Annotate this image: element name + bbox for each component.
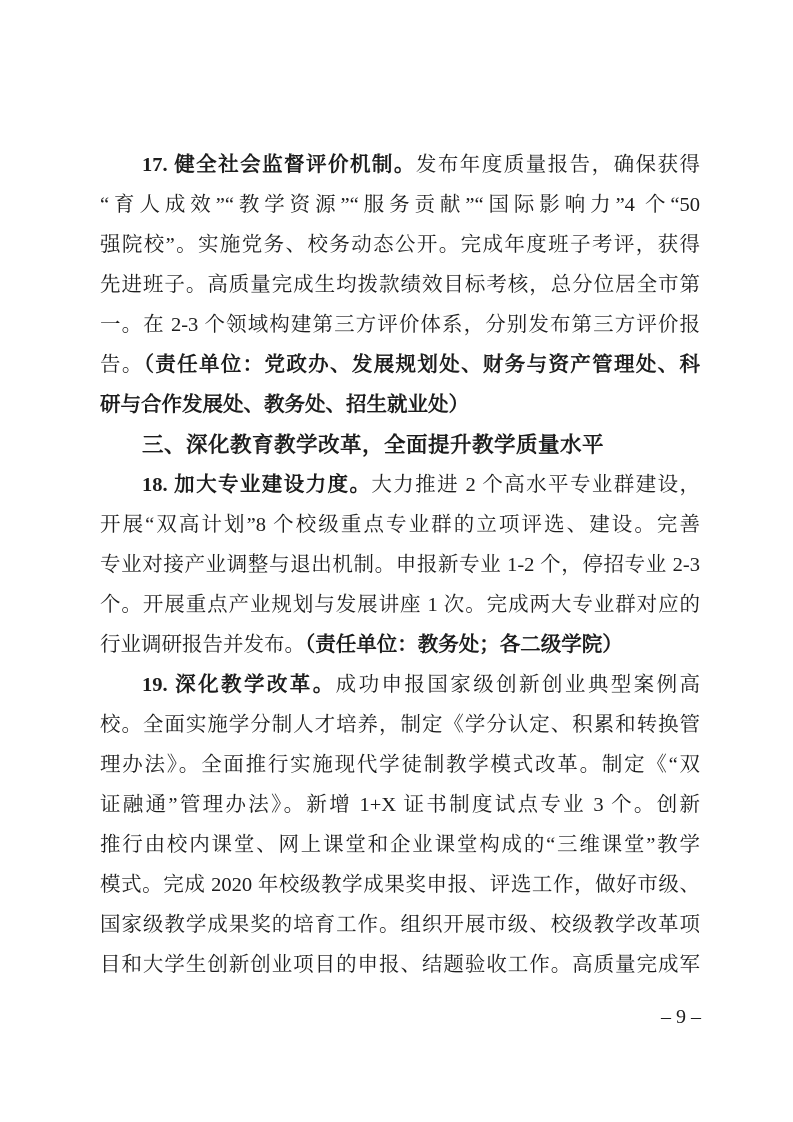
responsibility-unit-17-line-2 xyxy=(100,385,700,425)
text-line xyxy=(100,585,700,625)
text-segment: 发布年度质量报告，确保获得 xyxy=(415,154,700,176)
responsibility-unit-17-cont: 研与合作发展处、教务处、招生就业处） xyxy=(100,394,469,416)
text-segment: 专业对接产业调整与退出机制。申报新专业 1-2 个，停招专业 2-3 xyxy=(100,554,700,576)
text-segment: 国家级教学成果奖的培育工作。组织开展市级、校级教学改革项 xyxy=(100,914,700,936)
text-segment: 大力推进 2 个高水平专业群建设， xyxy=(371,474,701,496)
section-heading-text: 三、深化教育教学改革，全面提升教学质量水平 xyxy=(142,433,605,457)
text-line xyxy=(100,785,700,825)
text-segment: 个。开展重点产业规划与发展讲座 1 次。完成两大专业群对应的 xyxy=(100,594,700,616)
item-18-line-1 xyxy=(100,465,700,505)
text-line xyxy=(100,185,700,225)
page-number: – 9 – xyxy=(661,1006,701,1028)
text-line xyxy=(100,265,700,305)
text-line xyxy=(100,825,700,865)
text-segment: 证融通”管理办法》。新增 1+X 证书制度试点专业 3 个。创新 xyxy=(100,794,700,816)
text-segment: 行业调研报告并发布。 xyxy=(100,634,305,656)
item-17-line-1 xyxy=(100,145,700,185)
item-17-title: 17. 健全社会监督评价机制。 xyxy=(142,154,416,176)
item-19-title: 19. 深化教学改革。 xyxy=(142,674,336,696)
text-segment: 开展“双高计划”8 个校级重点专业群的立项评选、建设。完善 xyxy=(100,514,700,536)
text-segment: 目和大学生创新创业项目的申报、结题验收工作。高质量完成军 xyxy=(100,954,700,976)
text-line xyxy=(100,305,700,345)
responsibility-unit-17: （责任单位：党政办、发展规划处、财务与资产管理处、科 xyxy=(143,354,701,376)
text-segment: 一。在 2-3 个领域构建第三方评价体系，分别发布第三方评价报 xyxy=(100,314,700,336)
text-line xyxy=(100,865,700,905)
responsibility-unit-18: （责任单位：教务处；各二级学院） xyxy=(305,634,623,656)
page-footer xyxy=(0,1002,701,1032)
responsibility-unit-17-line-1 xyxy=(100,345,700,385)
document-body xyxy=(100,145,700,985)
text-line xyxy=(100,905,700,945)
text-segment: 校。全面实施学分制人才培养，制定《学分认定、积累和转换管 xyxy=(100,714,700,736)
text-line xyxy=(100,545,700,585)
text-line xyxy=(100,705,700,745)
text-segment: 成功申报国家级创新创业典型案例高 xyxy=(335,674,701,696)
text-segment: 强院校”。实施党务、校务动态公开。完成年度班子考评，获得 xyxy=(100,234,700,256)
text-segment: “育人成效”“教学资源”“服务贡献”“国际影响力”4 个“50 xyxy=(100,194,700,216)
text-segment: 先进班子。高质量完成生均拨款绩效目标考核，总分位居全市第 xyxy=(100,274,700,296)
text-segment: 理办法》。全面推行实施现代学徒制教学模式改革。制定《“双 xyxy=(100,754,700,776)
text-line xyxy=(100,945,700,985)
item-18-title: 18. 加大专业建设力度。 xyxy=(142,474,372,496)
text-segment: 告。 xyxy=(100,354,144,376)
text-segment: 模式。完成 2020 年校级教学成果奖申报、评选工作，做好市级、 xyxy=(100,874,700,896)
item-19-line-1 xyxy=(100,665,700,705)
text-line xyxy=(100,745,700,785)
text-line xyxy=(100,225,700,265)
text-line xyxy=(100,505,700,545)
responsibility-unit-18-line xyxy=(100,625,700,665)
section-heading-3 xyxy=(100,425,700,465)
text-segment: 推行由校内课堂、网上课堂和企业课堂构成的“三维课堂”教学 xyxy=(100,834,700,856)
